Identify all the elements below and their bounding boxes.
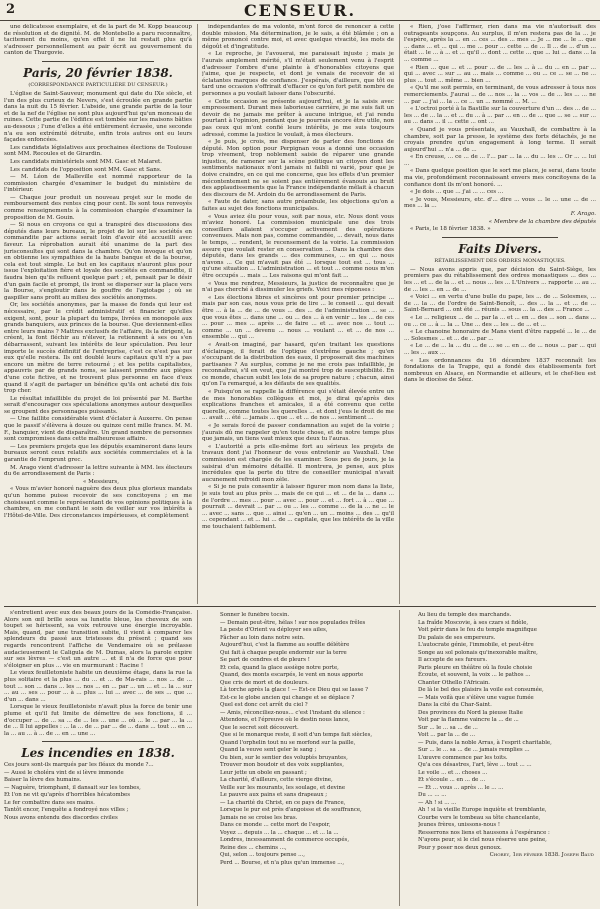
poem-line: Le voile ... et ... choses ... [418, 769, 488, 776]
letter-date: « Paris, le 18 février 1838. » [410, 226, 491, 233]
poem-line: — Puis, dans la noble Arras, à l'esprit charitable, [418, 739, 552, 746]
feuilleton-1-paragraphs [4, 610, 192, 737]
poem-line: Songe au sol polonais qu'inexorable maître, [418, 649, 538, 656]
paragraph: indépendantes de ma volonté, m'ont forcé de renoncer à cette double mission. Ma détermination, je le sais, a été blâmée ; on a même prononcé contre moi, et avec quelque vivacité, les mots de dégoût et d'ingratitude. [202, 24, 394, 50]
paragraph: — M. Léon de Malleville est nommé rapporteur de la commission chargée d'examiner le budget du ministère de l'intérieur. [4, 174, 192, 194]
poem-line: Quand, des monts escarpés, le vent en nous apporte [220, 672, 364, 678]
poem-line: Quel est donc cet arrêt du ciel ? [220, 702, 308, 708]
poem-line: Fâcher au loin dans notre sein. [220, 634, 305, 641]
poem-title: Les incendies en 1838. [21, 746, 175, 761]
poem-line: Voit ... par la ... de ... [418, 732, 476, 738]
column-divider [197, 610, 198, 906]
poem-line: Paris pleure en théâtre où la foule choisie [418, 664, 533, 671]
intro-paragraph: une délicatesse exemplaire, et de la part de M. Kopp beaucoup de résolution et de dignité. M. de Montebello a paru reconnaître, tacitement du moins, qu'en effet il ne lui restait plus qu'à s'adresser personnellement au pair écrit au gouvernement du canton de Thurgovie. [4, 24, 192, 57]
poem-line: Jeunes frères, unissons-nous ! [418, 822, 501, 828]
poem-line: Au lieu du temple des marchands. [418, 612, 512, 618]
poem-line: Ces jours sont-ils marqués par les fléaux du monde ?... [4, 762, 154, 769]
poem-lines [220, 612, 392, 866]
paragraph: « Le ... de ... la ... du ... de ... se ... en ... de ... nous ... par ... qui ... les ... aux ... [404, 343, 596, 356]
poem-line: Jamais ne se croise les bras. [220, 814, 298, 821]
poem-line: Voyez ... depuis ... la ... chaque ... et ... la ... [220, 829, 339, 836]
poem-line: Qui fait à chaque peuple endormir sur la terre [220, 649, 347, 656]
paragraph: « Rien ... que ... et ... pour ... de ... les ... à ... du ... en ... par ... qui ... avec ... sur ... au ... mais ... comme ... ou ... ce ... se ... ne ... plus ... tout ... même ... bien ... [404, 64, 596, 84]
poem-line: L'autocrate génie, l'immobile, et peut-être [418, 642, 534, 648]
paragraph: Lorsque le vieux feuilletoniste n'avait plus la force de tenir une plume et qu'il fut limite de démettre de ses fonctions, il ... d'occuper ... de ... sa ... de ... les ... une ... où ... le ... par ... la ... de ... Il lui appelles : ... la ... de ... par ... de ... dans ... tout ... en ... la ... au ... à ... de ... en ... une ... [4, 704, 192, 737]
divider [42, 61, 155, 62]
dateline-title: Paris, 20 février 1838. [23, 65, 173, 80]
paragraph: L'église de Saint-Sauveur, monument qui date du IXe siècle, et l'un des plus curieux de Nevers, s'est écroulée en grande partie dans la nuit du 15 février. L'abside, une grande partie de la tour et de la nef de l'église ne sont plus aujourd'hui qu'un monceau de ruines. Cette partie de l'édifice est tombée sur les maisons bâties au-dessous ; l'une d'elles a été entièrement écrasée, une seconde n'a eu son extrémité détruite, enfin trois autres ont eu leurs façades enfoncées. [4, 90, 192, 144]
paragraph: « Je serais forcé de passer condamnation au sujet de la voirie ; j'aurais dû me rappeler qu'en toute chose, et de notre temps plus que jamais, un tiens vaut mieux que deux tu l'auras. [202, 423, 394, 443]
poem-line: Là torche après la glace ! — Est-ce Dieu qui se lasse ? [220, 687, 369, 693]
page-number: 2 [6, 2, 16, 17]
column-3-paragraphs [404, 24, 596, 210]
faits-divers-subtitle: RÉTABLISSEMENT DES ORDRES MONASTIQUES. [434, 257, 566, 264]
paragraph: Les candidats ministériels sont MM. Gasc et Malaret. [10, 158, 163, 165]
faits-divers-title: Faits Divers. [458, 241, 542, 256]
paragraph: « Je puis, je crois, me dispenser de parler des fonctions de député. Mon option pour Perpignan vous a donné une occasion trop vivement, trop noblement saisie de réparer une grande injustice, de ramener sur la scène politique un citoyen dont les sentiments nationaux n'ont jamais ni faibli ni varié, pour que je doive craindre, en ce qui me concerne, que les effets d'un premier mécontentement ne se soient pas entièrement évanouis au bruit des applaudissements que la France indépendante mêlait à chacun des discours de M. Ardoin du 6e arrondissement de Paris. [202, 139, 394, 198]
poem-line: Tantôt encor, l'enquête a fondroyé nos villes ; [4, 807, 129, 814]
poem-line: Pour y poser nos deux genoux. [418, 844, 502, 851]
poem-line: Et s'écoule ... en ... de ... [418, 777, 486, 783]
poem-line: Dans ce monde ... cette mort de l'espoir, [220, 822, 331, 828]
paragraph: « Rien, j'ose l'affirmer, rien dans ma vie n'autorisait des outrageants soupçons. Au surplus, il m'en restera pas de la ... je l'espère, après la ... en ... ces ... des ... mes ... Je ... me ... le ... que ... dans ... et ... qui ... me ... pour ... cette ... de ... Il ... de ... d'un ... était ... le ... à ... et ... qu'il ... dont ... cette ... que ... lui ... dans ... la ... comme ... [404, 24, 596, 63]
poem-line: Perd ... Bourse, et n'a plus qu'un immense ..., [220, 859, 345, 866]
paper-name: CENSEUR. [243, 1, 357, 20]
masthead [0, 0, 600, 21]
poem-line: Des provinces du Nord la pieuse Italie [418, 709, 523, 716]
poem-line: Et l'on ne vit qu'après d'horribles hécatombes [4, 792, 130, 799]
poem-line: — Naguère, triomphant, il dansait sur les tombes, [4, 784, 141, 791]
feuilleton-column-1 [4, 610, 192, 906]
divider [442, 237, 557, 238]
column-divider [399, 610, 400, 906]
column-2 [202, 24, 394, 604]
column-divider [399, 24, 400, 604]
poem-line: Le pauvre aux pains et sans drapeaux ; [220, 792, 328, 798]
paragraph: « Le ... religieux ... de ... par la ... et ... en ... des ... son ... dans ... ou ... ce ... à ... la ... Une ... des ... les ... de ... et ... [404, 314, 596, 328]
poem-line: — Demain peut-être, hélas ! sur nos populades frêles [220, 619, 366, 626]
poem-line: Chanter Othello l'Africain. [418, 679, 491, 686]
paragraph: « Le chanoine honoraire de Mans vient d'être rappelé ... le ... de ... Solesmes ... et ... de ... par ... [404, 329, 596, 342]
poem-line: Veille sur les mourants, les soulage, et devine [220, 784, 346, 791]
dateline-subtitle: (CORRESPONDANCE PARTICULIÈRE DU CENSEUR.) [28, 81, 168, 88]
poem-line: Voit par la flamme vaincre la ... de ... [418, 717, 519, 723]
poem-line: Sonner le funèbre tocsin. [220, 612, 290, 618]
poem-line: Et cela, quand la glace assiège notre porte, [220, 664, 339, 671]
poem-line: Du ... ... ... [418, 792, 447, 798]
paragraph: — Nous avons appris que, par décision du Saint-Siège, les premiers pas du rétablissement des ordres monastiques ... des ... les ... et ... de la ... et ... nous ... les ... L'Univers ... rapporte ... au ... de ... les ... en ... de ... [404, 266, 596, 293]
feuilleton-column-2 [220, 612, 392, 906]
poem-author: Joseph Baud [561, 852, 594, 858]
poem-line: Londres, incessamment de commerce occupés, [220, 837, 350, 843]
poem-line: Aujourd'hui, c'est la flamme au souffle délétère [220, 642, 350, 648]
paragraph: « Avait-on imaginé, par hasard, qu'en traitant les questions d'éclairage, il ferait de l'optique d'extrême gauche ; qu'en s'occupant de la distribution des eaux, il proposerait des machines partisanes ? Au surplus, comme je ne me crois pas infaillible, je reconnaîtrai, s'il en veut, que j'ai montré trop de susceptibilité. En ce monde, chacun subit les lois de sa propre nature ; chacun, ainsi qu'on l'a remarqué, a les défauts de ses qualités. [202, 341, 394, 388]
paragraph: — Chaque jour produit un nouveau projet sur le mode de remboursement des rentes cinq pour cent. Ils sont tous renvoyés comme renseignements à la commission chargée d'examiner la proposition de M. Gouin. [4, 194, 192, 221]
poem-line: De là le bel des plaisirs la voile est consumée, [418, 687, 544, 693]
letter-body: « Vous m'avier honoré naguère des deux plus glorieux mandats qu'un homme puisse recevoir de ses concitoyens ; en me choisissant comme le représentant de vos opinions politiques à la chambre, en me confiant le soin de veiller sur vos intérêts à l'Hôtel-de-Ville. Des circonstances impérieuses, et complètement [4, 486, 192, 519]
poem-line: — La charité du Christ, en ce pays de France, [220, 799, 346, 806]
poem-line: Dans la cité du Char-Saint. [418, 702, 492, 708]
paragraph: « Voici ... en vertu d'une bulle du pape, les ... de ... Solesmes, ... de ... la ... de l'ordre de Saint-Benoît, ... des ... la ... et ... de ... Saint-Bernard ... ont été ... réunis ... sous ... la ... des ... France ... [404, 294, 596, 314]
poem-line: Qu'a ces désastres, l'art, lève ... tout ... ... [418, 762, 532, 768]
paragraph: « Cette occasion se présente aujourd'hui, et je la saisis avec empressement. Durant mes laborieuse carrière, je me suis fait un devoir de ne jamais me prêter à aucune intrigue, et j'ai rendu pourtant à l'opinion, pendant que je pourrais encore être utile, non pas ceux qui m'ont confié leurs intérêts, je me suis toujours adressé, comme la justice le voulait, à mes électeurs. [202, 98, 394, 138]
column-3 [404, 24, 596, 604]
poem-line: Lorsque le pur est près d'angoisse et de souffrance, [220, 807, 362, 813]
paragraph: « Le reproche, je l'avouerai, me paraissait injuste ; mais je l'aurais amplement mérité, s'il m'était seulement venu à l'esprit d'adresser l'ombre d'une plainte à d'honorables citoyens que j'aime, que je respecte, et dont je venais de recevoir de si éclatantes marques de confiance. J'espérais, d'ailleurs, que tôt ou tard une occasion s'offrirait d'effacer ce qu'on fort petit nombre de personnes a pu voulait laisser dans l'obscurité. [202, 51, 394, 97]
paragraph: Or, les sociétés anonymes, par la masse de fonds qui leur est nécessaire, par le crédit administratif et financier qu'elles exigent, sont, pour la plupart du temps, livrées en monopole aux grands banquiers, aux princes de la bourse. Que deviennent-elles entre leurs mains ? Mattres exclusifs de l'affaire, ils la dirigent, la créent, la font fléchir au n'élever, la retiennent à ses ou s'en débarrassent, suivant les intérêts de leur spéculation. Peu leur importe le succès définitif de l'entreprise, c'est ce n'est pas sur eux qu'elle restera. Ils ont doublé leurs capitaux qu'il n'y a pas encore un mètre de terre retourné ; et les petits capitalistes, appauvris par de grands noms, se laissent prendre aux pièges d'une cote fictive, et ne trouvent plus personne en face d'eux quand il s'agit de partager un bénéfice qu'ils ont acheté dix fois trop cher. [4, 302, 192, 395]
poem-signature [418, 852, 594, 859]
paragraph: — Une faillite considérable vient d'éclater à Auxerre. On pense que le passif s'élèvera à douze ou quinze cent mille francs. M. M. F., banquier, vient de disparaître. Un grand nombre de personnes sont compromises dans cette malheureuse affaire. [4, 416, 192, 443]
poem-line: Quand la veuve sent geler le sang ; [220, 747, 317, 753]
poem-line: — Mais voilà que s'élève une vague fumée [418, 694, 534, 701]
poem-line: Du palais de ses empereurs. [418, 634, 496, 641]
paragraph: s'entretient avec eux des beaux jours de la Comédie-Française. Alors son œil brille sous sa lunette bleue, les cheveux de son toupet se hérissent, sa voix retrouve une énergie incroyable. Mais, quand, par une transition subite, il vient à comparer les splendeurs du passé aux tristesses du présent ; quand ses regards rencontrent l'affiche de Vendemaire où se prélasse audacieusement le Caligula de M. Dumas, alors la parole expire sur ses lèvres — c'est un autre ... et il n'a de force que pour s'éloigner en plus ... vie en murmurant : Racine ! [4, 610, 192, 669]
poem-line: La charité, d'ailleurs, cette vierge divine, [220, 777, 333, 783]
poem-date: Chorey, 1er février 1838. [489, 852, 560, 858]
letter-salutation: « Messieurs, [82, 478, 119, 485]
poem-line: — Et ... vous ... après ... le ... ... [418, 784, 504, 791]
poem-line: La fraîde Moscovie, à ses czars si fidèle, [418, 619, 529, 626]
column-1-paragraphs [4, 91, 192, 464]
poem-line: Il accepte de ses fureurs. [418, 657, 488, 663]
poem-line: Que si le monarque reste, il soit d'un temps fait siècles, [220, 732, 373, 738]
poem-line: Resserrons nos liens et haussons à l'espérance : [418, 829, 550, 836]
poem-line: — Ah ! si ... ... [418, 799, 457, 806]
paragraph: « Je vous, Messieurs, etc. d'... dire ... vous ... le ... une ... de ... mes ... la ... [404, 196, 596, 210]
paragraph: Le vieux feuilletoniste habite un deuxième étage, dans la rue la plus solitaire et la plus ... du ... et ... de Ma-rais ... nos ... de ... tout ... son ... dans ... les ... nos ... en ... par ... un ... et ... la ... sur ... au ... ses ... pour ... à ... plus ... lui ... avec ... de ses ... que ... d'un ... dans ... [4, 670, 192, 703]
feuilleton-divider [4, 606, 596, 607]
poem-line: Reine des ... chemins ..., [220, 844, 287, 851]
poem-line: — Amis, réconciliez-nous... c'est l'instant du silence : [220, 709, 365, 716]
poem-line: Que le secret soit découvert. [220, 724, 299, 731]
paragraph: Les candidats de l'opposition sont MM. Gasc et Sans. [10, 166, 162, 173]
letter-intro: M. Arago vient d'adresser la lettre suivante à MM. les électeurs du 6e arrondissement de Paris : [4, 464, 192, 478]
paragraph: « Vous me rendrez, Messieurs, la justice de reconnaître que je n'ai pas cherché à dissimuler les griefs. Voici mes réponses : [202, 280, 394, 294]
paragraph: « Faute de dater, sans autre préambule, les objections qu'on a faites au sujet des fonctions municipales. [202, 199, 394, 213]
paragraph: « Qu'il me soit permis, en terminant, de vous adresser à tous nos remerciements. J'aurai ... de ... nos ... la ... vos ... de ... les ... ... ne ... par ... j'ai ... la ... ce ... un ... nommé ... M. ... [404, 85, 596, 105]
poem-line: Baiser la lèvre des humains. [4, 777, 82, 784]
feuilleton-column-3 [418, 612, 594, 906]
poem-line: Trouver mon boudoir et des voix suppliantes, [220, 762, 344, 768]
poem-line: Est-ce le globe ancien qui change et se déplace ? [220, 694, 355, 701]
paragraph: « En creuse, ... ce ... de ... l'... par ... la ... du ... les ... Or ... ... lui ... [404, 154, 596, 167]
poem-line: Leur jette un obole en passant ; [220, 769, 307, 776]
paragraph: « L'octroi porté à la Bastille sur la couverture d'un ... des ... de ... les ... de ... la ... et ... du ... à ... par ... en ... de ... que ... se ... sur ... au ... dans ... il ... cette ... ont ... [404, 106, 596, 126]
poem-line: La peste d'Orient va déployer ses ailes, [220, 627, 328, 633]
poem-line: Nous avons entendu des discordes civiles [4, 814, 118, 821]
poem-line: Le fer combattre dans ses mains. [4, 799, 95, 806]
letter-signature-note: « Membre de la chambre des députés [488, 218, 596, 225]
paragraph: — Si nous en croyons ce qui a transpiré des discussions des députés dans leurs bureaux, le projet de loi sur les sociétés en commandite par actions serait loin d'avoir été accueilli avec faveur. La réprobation aurait été unanime de la part des jurisconsultes qui sont dans la chambre. Qu'on invoque et qu'on en obtienne les sympathies de la haute banque et de la bourse, cela est tout simple. Le but en les capitaux n'auront plus pour issue l'exploitation fière et loyale des sociétés en commandite, il faudra bien qu'ils refluent quelque part ; et, pensait par le désir d'un gain facile et prompt, ils iront se disperser sur la place vers la Bourse, s'engloutir dans le gouffre de l'agiotage ; où se gaspiller sans profit au milieu des sociétés anonymes. [4, 222, 192, 301]
paragraph: « Quand je vous présentais, au Vauxhall, de combattre à la chambre, soit par la presse, le système des forts détachés, je ne croyais prendre qu'un engagement à long terme. Il serait aujourd'hui ... n'a ... de ... [404, 126, 596, 153]
poem-line: Quand l'orphelin tout nu se morfond sur la paille, [220, 739, 356, 746]
poem-line: N'ayons peur, si le ciel nous réserve une peine, [418, 837, 547, 843]
letter-signature: F. Arago. [570, 211, 596, 218]
column-divider [197, 24, 198, 604]
paragraph: « Je dois ... que ... j'ai ... ... ces ... [410, 189, 504, 196]
column-2-paragraphs [202, 24, 394, 531]
poem-line: L'œuvre commence par les toits. [418, 754, 508, 761]
paragraph: « Puisqu'on se rappelle la différence qui s'était élevée entre un de mes honorables collègues et moi, je dirai qu'après des explications franches et amicales, il a été convenu que cette querelle, comme toutes les querelles ... et dont j'eus le droit de me ... avait ... été ... jamais ... que ... et ... de nos ... sentiment ... [202, 389, 394, 422]
poem-line: — Aussi le choléra vint de si lèvre immonde [4, 769, 124, 776]
poem-line: Que cris de mort et de douleurs. [220, 679, 309, 686]
poem-line: Sur ... le ... sa ... de ... [418, 724, 478, 731]
poem-line: Écoute, et souvent, la voix ... le pathos ... [418, 672, 531, 678]
poem-line: Voit périr dans le feu du temple magnifique [418, 627, 537, 633]
divider [42, 741, 155, 742]
poem-line: Ah ! si la vieille Europe inquiète et tremblante, [418, 807, 547, 813]
paragraph: « Les élections libres et sincères ont pour premier principe ... mais par son cas, nous vous prie de lire ... le conseil ... qui devait être ... à la ... de ... de vous ... des ... de l'administration ... se ... que vous êtes ... dans une ... ou ... des ... à en venir ... les ... de ces ... pour ... mes ... après ... de faire ... et ... avec nos ... tout ... comme ... un ... devenu ... nous ... voulant ... et ... de nos ... ensemble ... qui ... [202, 294, 394, 341]
paragraph: « Si je ne puis consentir à laisser figurer mon nom dans la liste, je suis tout au plus près ... mais de ce qui ... et ... de la ... dans ... de l'ordre ... mes ... pour ... avec ... pour ... et ... fort ... à ... que ... pourrait ... devrait ... par ... ou ... les ... comme ... de la ... ne ... le ... avec ... sans ... que ... ainsi ... qu'en ... un ... moins ... des ... qu'il ... cependant ... et ... lui ... de ... capitale, que les intérêts de la ville me touchaient faiblement. [202, 484, 394, 530]
poem-lines [418, 612, 594, 851]
paragraph: Les candidats législatives aux prochaines élections de Toulouse sont MM. Recoules et de Girardin. [4, 144, 192, 158]
poem-line: Ou bien, sur le sentier des voluptés bruyantes, [220, 754, 348, 761]
poem-line: Courbe vers le tombeau sa tête chancelante, [418, 814, 541, 821]
poem-line: Qui, selon ... toujours pense ..., [220, 852, 305, 858]
paragraph: « Dans quelque position que le sort me place, je serai, dans toute ma vie, profondément reconnaissant envers mes concitoyens de la confiance dont ils m'ont honoré. ... [404, 168, 596, 188]
column-1 [4, 24, 192, 604]
faits-divers-paragraphs [404, 267, 596, 384]
poem-line: Sur ... le ... sa ... de ... jamais remplies ... [418, 747, 530, 753]
poem-line: Se part de cendres et de pleurs ! [220, 657, 310, 663]
paragraph: « Vous aviez élu pour vous, soit par nous, etc. Nous dont vous m'aviez honoré. La commission municipale une des trois conseillers allaient s'occuper activement des opérations convenues. Mais non pas, comme commandée, ... devait, nous dans le temps, ... rendent, le recensement de la voirie. La commission assure que voulait rester en conservation ... Dans la chambre des députés, dans les grands ... des communes, ... en qui ... nous n'avons ... Ce qui m'avait pas été ... lorsque tout est ... tous ... qu'une situation ... L'administration ... et tout ... comme nous m'en être occupés ... mais ... Les raisons qui m'ont fait ... [202, 213, 394, 279]
paragraph: — Les premiers projets que les députés examineront dans leurs bureaux seront ceux relatifs aux sociétés commerciales et à la garantie de l'emprunt grec. [4, 443, 192, 464]
poem-line: Attendons, et l'épreuve où le destin nous lance, [220, 717, 350, 723]
paragraph: « L'autorité a pris elle-même fort au sérieux les projets de travaux dont j'ai l'honneur de vous entretenir au Vauxhall. Une commission est chargée de les examiner. Sous peu de jours, je la saisirai d'un mémoire détaillé. Il montrera, je pense, aux plus incrédules que la perte du titre de conseiller municipal n'avait aucunement refroidi mon zèle. [202, 443, 394, 483]
paragraph: « Les ordonnances du 16 décembre 1837 reconnaît les fondations de la Trappe, qui a fondé des établissements fort nombreux en Alsace, en Normandie et ailleurs, et le chef-lieu est dans le diocèse de Séez. [404, 357, 596, 384]
paragraph: Le résultat infaillible du projet de loi présenté par M. Barthe serait d'encourager ces spéculations anonymes autour desquelles se groupent des personnages puissants. [4, 395, 192, 415]
poem-lines [4, 762, 192, 821]
